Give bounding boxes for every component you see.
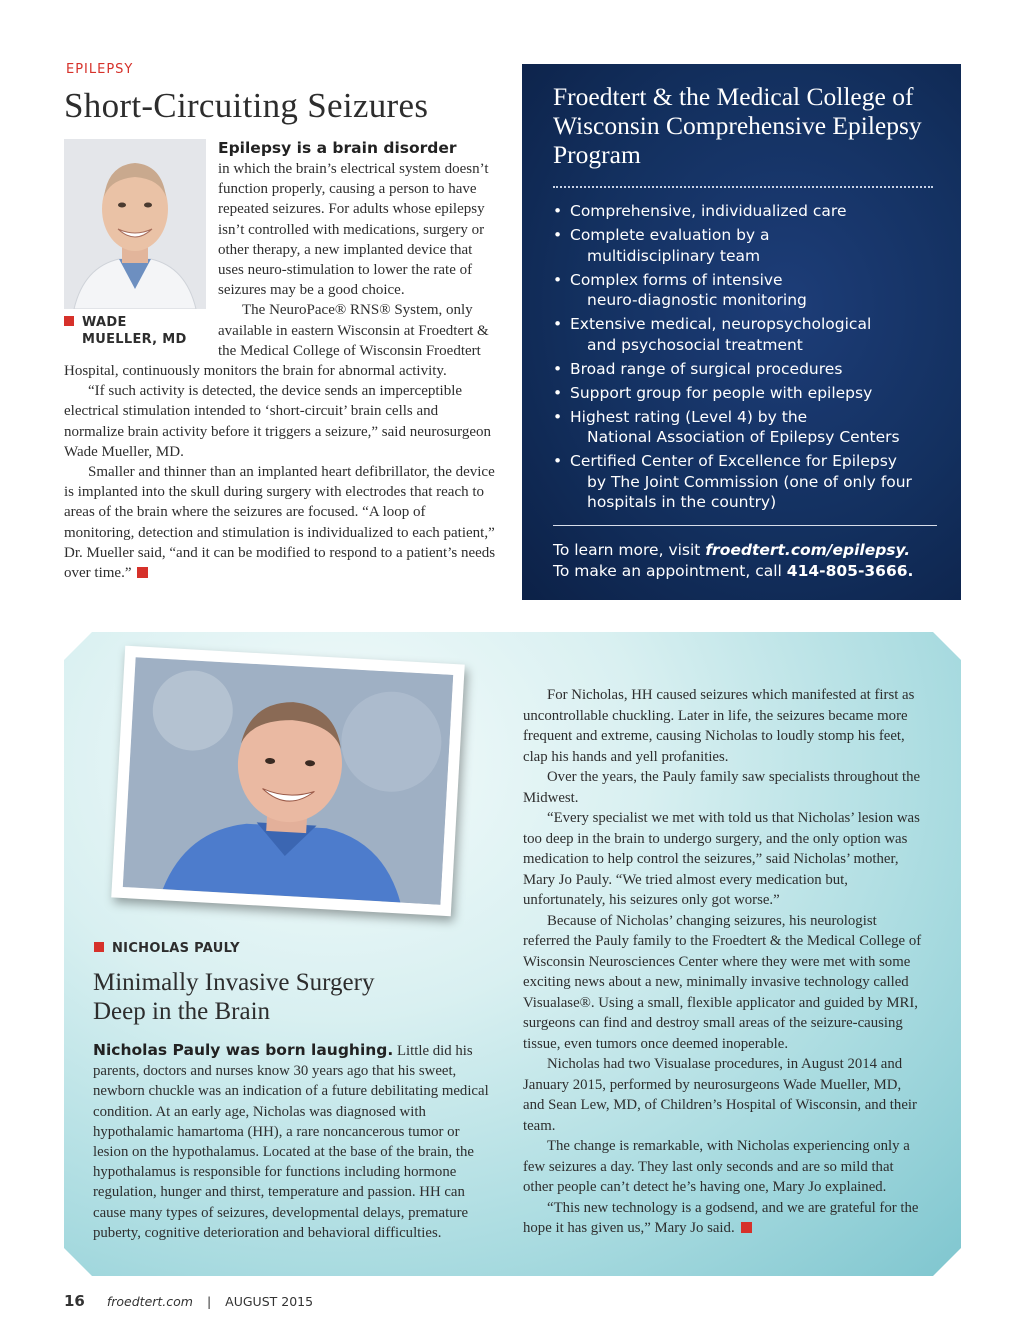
- article-paragraph-3: “If such activity is detected, the device sends an imperceptible electrical stimulation intended to ‘short-circuit’ brain cells and normalize brain activity before it triggers a seizure,” said neurosurgeon Wade Mueller, MD.: [64, 383, 492, 460]
- red-square-icon: [94, 942, 104, 952]
- sidebar-list-item: • Broad range of surgical procedures: [553, 359, 843, 378]
- article-lead: Epilepsy is a brain disorder: [218, 139, 457, 157]
- sidebar-list-item: • Highest rating (Level 4) by the National Association of Epilepsy Centers: [553, 407, 900, 446]
- caption-text: NICHOLAS PAULY: [112, 941, 240, 956]
- feature-title-line-2: Deep in the Brain: [93, 998, 271, 1025]
- page-footer: [64, 1292, 313, 1310]
- portrait-illustration: [123, 657, 453, 904]
- article-p4-text: Smaller and thinner than an implanted heart defibrillator, the device is implanted into the skull during surgery with electrodes that reach to areas of the brain where the seizures are focused. “A loop of monitoring, detection and stimulation is individualized to each patient,” Dr. Mueller said, “and it can be modified to respond to a patient’s needs over time.”: [64, 464, 496, 582]
- epilepsy-program-sidebar: [522, 64, 961, 600]
- article-paragraph-2: The NeuroPace® RNS® System, only available in eastern Wisconsin at Froedtert & the Medical College of Wisconsin Froedtert Hospital, continuously monitors the brain for abnormal activity.: [64, 302, 489, 380]
- sidebar-dotted-divider: [553, 186, 933, 188]
- end-mark-icon: [741, 1222, 752, 1233]
- sidebar-divider: [553, 525, 937, 526]
- feature-paragraph: “Every specialist we met with told us that Nicholas’ lesion was too deep in the brain to undergo surgery, and the only option was medication to help control the seizures,” said Nicholas’ mother, Mary Jo Pauly. “We tried almost every medication but, unfortunately, his seizures only got worse.”: [523, 810, 920, 908]
- appointment-phone[interactable]: 414-805-3666.: [786, 562, 914, 580]
- feature-paragraph: The change is remarkable, with Nicholas experiencing only a few seizures a day. They last only seconds and are so mild that other people can’t detect he’s having one, Mary Jo explained.: [523, 1138, 910, 1195]
- sidebar-title: Froedtert & the Medical College of Wisconsin Comprehensive Epilepsy Program: [553, 82, 922, 169]
- page-number: 16: [64, 1292, 85, 1310]
- footer-issue-date: AUGUST 2015: [225, 1294, 314, 1309]
- article-paragraph-4: [64, 462, 498, 583]
- feature-paragraph: For Nicholas, HH caused seizures which manifested at first as uncontrollable chuckling. Later in life, the seizures became more frequent and extreme, causing Nicholas to loudly stomp his feet, clap his hands and yell profanities.: [523, 687, 915, 765]
- sidebar-list-item: • Complete evaluation by a multidisciplinary team: [553, 226, 770, 265]
- footer-site-link[interactable]: froedtert.com: [106, 1294, 193, 1309]
- bullet-icon: •: [553, 452, 563, 470]
- feature-title: [93, 968, 493, 1026]
- feature-paragraph-last: “This new technology is a godsend, and we are grateful for the hope it has given us,” Mary Jo said.: [523, 1199, 919, 1236]
- article-title: Short-Circuiting Seizures: [64, 86, 429, 125]
- nicholas-pauly-photo: [111, 646, 465, 917]
- feature-paragraph-1: [93, 1040, 493, 1243]
- bullet-icon: •: [553, 407, 563, 426]
- epilepsy-link[interactable]: froedtert.com/epilepsy.: [705, 541, 911, 559]
- learn-more-line: To learn more, visit froedtert.com/epilepsy.: [553, 541, 911, 559]
- bullet-icon: •: [553, 270, 563, 289]
- bullet-icon: •: [553, 226, 563, 244]
- section-label: EPILEPSY: [66, 62, 134, 77]
- sidebar-list-item: • Comprehensive, individualized care: [553, 202, 847, 220]
- sidebar-list: [553, 201, 953, 516]
- caption-line-2: MUELLER, MD: [82, 332, 187, 347]
- sidebar-list-item: • Extensive medical, neuropsychological and psychosocial treatment: [553, 315, 872, 354]
- end-mark-icon: [137, 567, 148, 578]
- caption-line-1: WADE: [82, 315, 127, 330]
- footer-separator: |: [206, 1294, 212, 1309]
- feature-left-column: [93, 1040, 493, 1243]
- feature-paragraph: Over the years, the Pauly family saw specialists throughout the Midwest.: [523, 769, 921, 806]
- sidebar-list-item: • Complex forms of intensive neuro-diagnostic monitoring: [553, 270, 807, 309]
- bullet-icon: •: [553, 315, 563, 333]
- feature-title-line-1: Minimally Invasive Surgery: [93, 969, 375, 996]
- bullet-icon: •: [553, 359, 563, 378]
- sidebar-contact: [553, 540, 953, 582]
- appointment-line: To make an appointment, call 414-805-3666.: [553, 562, 914, 580]
- sidebar-list-item: • Certified Center of Excellence for Epilepsy by The Joint Commission (one of only four hospitals in the country): [553, 452, 912, 511]
- article-p1-text: in which the brain’s electrical system doesn’t function properly, causing a person to have repeated seizures. For adults whose epilepsy isn’t controlled with medications, surgery or other therapy, a new implanted device that uses neuro-stimulation to lower the rate of seizures may be a good choice.: [218, 161, 489, 299]
- feature-paragraph: Nicholas had two Visualase procedures, in August 2014 and January 2015, performed by neurosurgeons Wade Mueller, MD, and Sean Lew, MD, of Children’s Hospital of Wisconsin, and their team.: [523, 1056, 917, 1134]
- article-body: [64, 137, 498, 583]
- bullet-icon: •: [553, 202, 563, 220]
- sidebar-list-item: • Support group for people with epilepsy: [553, 383, 873, 402]
- feature-lead: Nicholas Pauly was born laughing.: [93, 1041, 394, 1059]
- nicholas-pauly-caption: [94, 940, 240, 957]
- feature-paragraph: Because of Nicholas’ changing seizures, his neurologist referred the Pauly family to the Froedtert & the Medical College of Wisconsin Neurosciences Center where they were met with some exciting news about a new, minimally invasive technology called Visualase®. Using a small, flexible applicator and guided by MRI, surgeons can find and destroy small areas of the seizure-causing tissue, even tumors once deemed inoperable.: [523, 912, 922, 1052]
- feature-p1-text: Little did his parents, doctors and nurses know 30 years ago that his sweet, newborn chuckle was an indication of a future debilitating medical condition. At an early age, Nicholas was diagnosed with hypothalamic hamartoma (HH), a rare noncancerous tumor or lesion on the hypothalamus. Located at the base of the brain, the hypothalamus is responsible for functions including hormone regulation, hunger and thirst, temperature and passion. HH can cause many types of seizures, developmental delays, premature puberty, cognitive deterioration and behavioral difficulties.: [93, 1043, 489, 1241]
- feature-right-column: [523, 685, 923, 1239]
- bullet-icon: •: [553, 383, 563, 402]
